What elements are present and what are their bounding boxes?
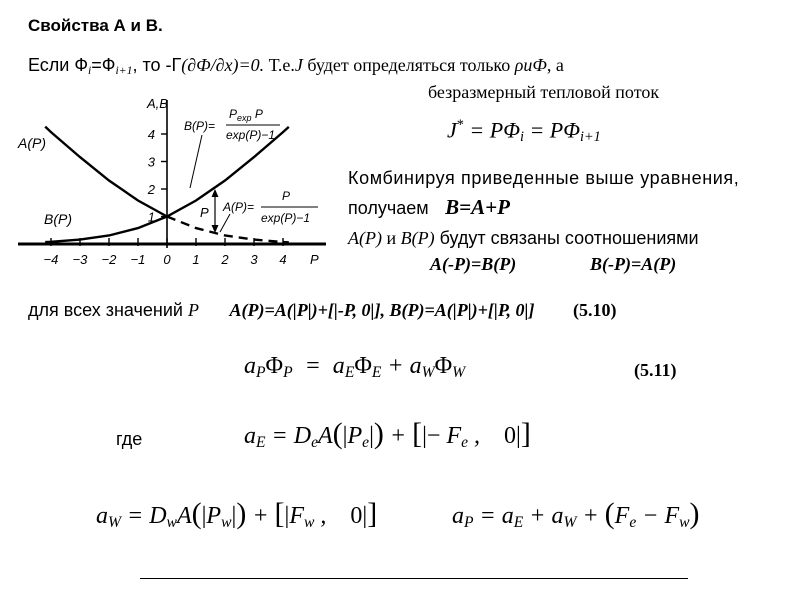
a-formula-numerator: P <box>282 189 291 203</box>
y-tick-label: 3 <box>147 154 155 170</box>
x-tick-label: 1 <box>192 252 200 267</box>
eq-aw: $a_W = D_wA(|P_w|) + [|F_w$ , 0|] <box>96 497 378 531</box>
where-label: где <box>116 429 143 449</box>
eq-ae: $a_E = D_eA(|P_e|)$ + [|− $F_e$ , 0|] <box>244 417 531 451</box>
slide-title: Свойства А и В. <box>28 16 163 35</box>
ab-chart <box>14 88 334 274</box>
a-formula-lhs: A(P)= <box>223 200 255 214</box>
all-p-line: для всех значений P A(P)=A(|P|)+[|-P, 0|], B(P)=A(|P|)+[|P, 0|] (5.10) <box>28 300 617 320</box>
a-curve-label: A(P) <box>18 135 46 151</box>
p-gap-label: P <box>200 205 209 220</box>
a-formula-leader <box>220 214 230 232</box>
b-formula-denominator: exp(P)−1 <box>226 128 276 142</box>
footer-rule <box>140 578 688 579</box>
intro-line: Если $Ф_i=Ф_{i+1}$, то -Г(∂Ф/∂x)=0. Т.е.J будет определяться только ρuФ, а <box>28 55 564 77</box>
b-formula-lhs: B(P)= <box>184 119 216 133</box>
symmetry-2: B(-P)=A(P) <box>590 254 677 274</box>
x-tick-label: −4 <box>43 252 59 267</box>
x-axis-label: P <box>310 252 319 267</box>
eq-511: $a_P\Phi_P = a_E\Phi_E + a_W\Phi_W$ <box>244 353 466 381</box>
y-tick-label: 1 <box>147 209 155 225</box>
x-tick-label: 4 <box>279 252 287 267</box>
y-tick-label: 4 <box>147 127 155 142</box>
x-tick-label: −3 <box>72 252 88 267</box>
x-tick-label: 2 <box>221 252 229 267</box>
jstar-equation: $J^* = P\Phi_i = P\Phi_{i+1}$ <box>447 117 601 145</box>
y-tick-label: 2 <box>147 182 155 197</box>
combine-result: получаем B=A+P <box>348 195 510 219</box>
b-formula-leader <box>190 135 202 188</box>
relation-line: A(P) и B(P) будут связаны соотношениями <box>348 228 699 248</box>
eq-ap: $a_P = a_E + a_W + (F_e - F_w)$ <box>452 497 700 531</box>
eq-510-body: A(P)=A(|P|)+[|-P, 0|], B(P)=A(|P|)+[|P, 0|] <box>229 300 535 320</box>
b-formula-numerator: $P_{exp}$ P <box>229 107 263 123</box>
intro-line-2: безразмерный тепловой поток <box>428 82 660 102</box>
symmetry-1: A(-P)=B(P) <box>430 254 517 274</box>
a-formula-denominator: exp(P)−1 <box>261 211 311 225</box>
x-tick-label: −2 <box>101 252 117 267</box>
combine-line: Комбинируя приведенные выше уравнения, <box>348 168 740 188</box>
x-tick-label: −1 <box>130 252 146 267</box>
eq-510-number: (5.10) <box>573 300 617 320</box>
y-axis-label: A,B <box>147 96 168 111</box>
eq-511-number: (5.11) <box>634 360 677 380</box>
b-equals-a-plus-p: B=A+P <box>445 195 510 219</box>
x-tick-label: 0 <box>163 252 171 267</box>
b-curve-label: B(P) <box>44 211 72 227</box>
x-tick-label: 3 <box>250 252 258 267</box>
